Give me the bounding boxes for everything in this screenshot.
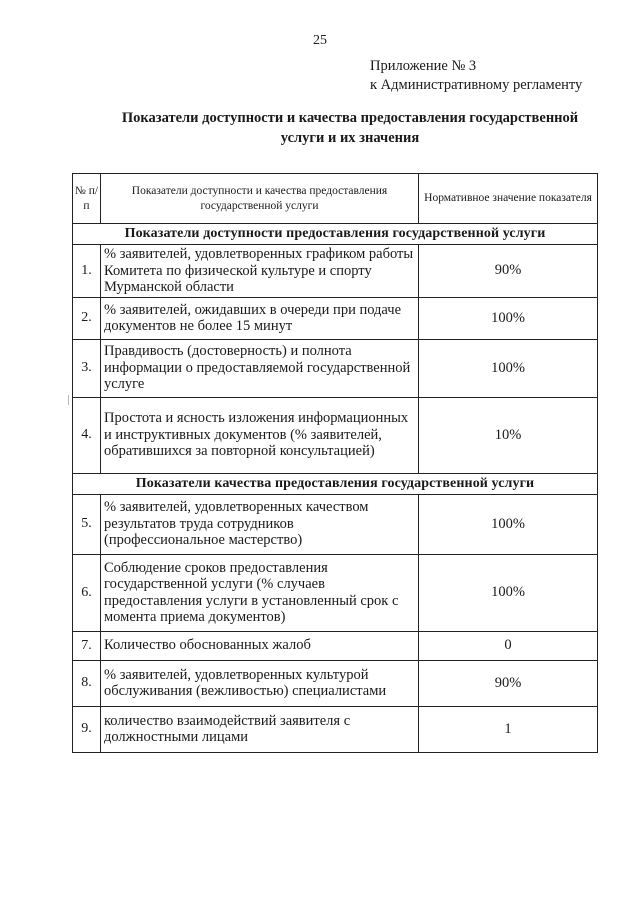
table-row — [73, 660, 598, 706]
row-value: 100% — [419, 297, 598, 339]
row-value: 10% — [419, 397, 598, 473]
row-value: 100% — [419, 554, 598, 631]
row-num: 3. — [73, 339, 101, 397]
section-quality-title: Показатели качества предоставления государственной услуги — [73, 473, 598, 494]
table-row — [73, 297, 598, 339]
header-indicator: Показатели доступности и качества предоставления государственной услуги — [101, 174, 419, 224]
table-row — [73, 339, 598, 397]
row-num: 5. — [73, 494, 101, 554]
indicators-table — [72, 173, 598, 753]
section-row-availability — [73, 224, 598, 245]
document-title-line-2: услуги и их значения — [280, 130, 420, 146]
row-num: 4. — [73, 397, 101, 473]
table-row — [73, 554, 598, 631]
table-header-row — [73, 174, 598, 224]
row-num: 8. — [73, 660, 101, 706]
row-num: 2. — [73, 297, 101, 339]
table-row — [73, 706, 598, 752]
table-row — [73, 397, 598, 473]
page-number: 25 — [313, 33, 327, 48]
row-indicator: % заявителей, удовлетворенных культурой обслуживания (вежливостью) специалистами — [101, 660, 419, 706]
row-indicator: Соблюдение сроков предоставления государственной услуги (% случаев предоставления услуги в установленный срок с момента приема документов) — [101, 554, 419, 631]
row-value: 90% — [419, 660, 598, 706]
row-num: 7. — [73, 631, 101, 660]
row-indicator: Простота и ясность изложения информационных и инструктивных документов (% заявителей, обратившихся за повторной консультацией) — [101, 397, 419, 473]
row-indicator: количество взаимодействий заявителя с должностными лицами — [101, 706, 419, 752]
row-indicator: % заявителей, ожидавших в очереди при подаче документов не более 15 минут — [101, 297, 419, 339]
appendix-reference: к Административному регламенту — [370, 77, 583, 93]
row-value: 100% — [419, 494, 598, 554]
table-row — [73, 494, 598, 554]
table-row — [73, 245, 598, 298]
margin-mark — [68, 395, 69, 405]
row-indicator: Количество обоснованных жалоб — [101, 631, 419, 660]
header-value: Нормативное значение показателя — [419, 174, 598, 224]
row-value: 90% — [419, 245, 598, 298]
document-title-line-1: Показатели доступности и качества предоставления государственной — [121, 110, 579, 126]
row-indicator: % заявителей, удовлетворенных графиком работы Комитета по физической культуре и спорту Мурманской области — [101, 245, 419, 298]
row-num: 9. — [73, 706, 101, 752]
row-num: 6. — [73, 554, 101, 631]
row-value: 100% — [419, 339, 598, 397]
section-availability-title: Показатели доступности предоставления государственной услуги — [73, 224, 598, 245]
document-title — [100, 108, 600, 148]
row-num: 1. — [73, 245, 101, 298]
row-indicator: Правдивость (достоверность) и полнота информации о предоставляемой государственной услуге — [101, 339, 419, 397]
section-row-quality — [73, 473, 598, 494]
row-value: 1 — [419, 706, 598, 752]
row-indicator: % заявителей, удовлетворенных качеством результатов труда сотрудников (профессиональное мастерство) — [101, 494, 419, 554]
row-value: 0 — [419, 631, 598, 660]
table-row — [73, 631, 598, 660]
header-num: № п/п — [73, 174, 101, 224]
appendix-number: Приложение № 3 — [370, 58, 477, 74]
